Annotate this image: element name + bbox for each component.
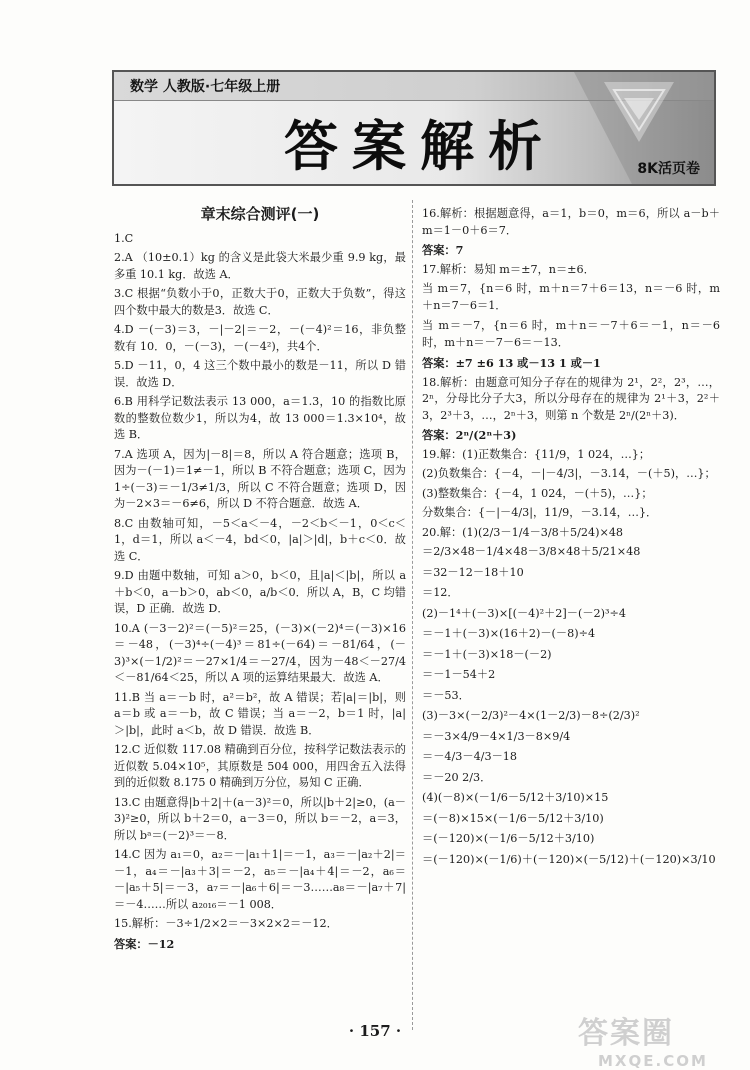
equation-line: ＝－1－54＋2 bbox=[422, 668, 496, 681]
equation-line: ＝－1＋(－3)×(16＋2)－(－8)÷4 bbox=[422, 627, 596, 640]
equation-line: ＝32－12－18＋10 bbox=[422, 565, 524, 579]
answer-item: 13.C 由题意得|b＋2|＋(a－3)²＝0，所以|b＋2|≥0，(a－3)²≥0，所以 b＋2＝0，a－3＝0，所以 b＝－2，a＝3，所以 bᵃ＝(－2)³＝－8． bbox=[114, 795, 406, 842]
answer-item: (2)负数集合：{－4，－|－4/3|，－3.14，－(＋5)，…}； bbox=[422, 467, 716, 480]
answer-item: (3)整数集合：{－4，1 024，－(＋5)，…}； bbox=[422, 486, 653, 500]
column-divider bbox=[412, 200, 413, 1030]
equation-line: ＝－53． bbox=[422, 688, 470, 702]
answer-result: 答案：±7 ±6 13 或－13 1 或－1 bbox=[422, 356, 601, 370]
equation-line: (3)－3×(－2/3)²－4×(1－2/3)－8÷(2/3)² bbox=[422, 709, 640, 722]
answer-item: 18.解析：由题意可知分子存在的规律为 2¹，2²，2³，…，2ⁿ，分母比分子大3，所以分母存在的规律为 2¹＋3，2²＋3，2³＋3，…，2ⁿ＋3，则第 n 个数是 2ⁿ/(2ⁿ＋3)． bbox=[422, 375, 720, 422]
equation-line: ＝2/3×48－1/4×48－3/8×48＋5/21×48 bbox=[422, 545, 641, 558]
answer-item: 6.B 用科学记数法表示 13 000，a＝1.3，10 的指数比原数的整数位数少1，所以为4，故 13 000＝1.3×10⁴，故选 B． bbox=[114, 395, 406, 441]
page-number: · 157 · bbox=[348, 1022, 402, 1040]
answer-item: 7.A 选项 A，因为|－8|＝8，所以 A 符合题意；选项 B，因为－(－1)＝1≠－1，所以 B 不符合题意；选项 C，因为 1÷(－3)＝－1/3≠1/3，所以 C 不符合题意；选项 D，因为－2×3＝－6≠6，所以 D 不符合题意．故选 A． bbox=[114, 447, 406, 510]
answer-result: 答案：7 bbox=[422, 243, 464, 257]
answer-item: 16.解析：根据题意得，a＝1，b＝0，m＝6，所以 a－b＋m＝1－0＋6＝7． bbox=[422, 207, 720, 237]
equation-line: ＝(－120)×(－1/6－5/12＋3/10) bbox=[422, 832, 595, 845]
answer-item: 8.C 由数轴可知，－5＜a＜－4，－2＜b＜－1，0＜c＜1，d＝1，所以 a＜－4，bd＜0，|a|＞|d|，b＋c＜0．故选 C． bbox=[114, 516, 406, 563]
equation-line: ＝(－8)×15×(－1/6－5/12＋3/10) bbox=[422, 811, 604, 825]
equation-line: (4)(－8)×(－1/6－5/12＋3/10)×15 bbox=[422, 791, 609, 804]
equation-line: ＝－4/3－4/3－18 bbox=[422, 750, 517, 763]
answer-item: 12.C 近似数 117.08 精确到百分位，按科学记数法表示的近似数 5.04×10⁵，其原数是 504 000，用四舍五入法得到的近似数 8.175 0 精确到万分位，易知 C 正确． bbox=[114, 743, 406, 789]
equation-line: ＝－20 2/3． bbox=[422, 770, 492, 784]
equation-line: ＝－1＋(－3)×18－(－2) bbox=[422, 647, 552, 661]
watermark-url: MXQE.COM bbox=[598, 1052, 708, 1070]
case-line: 当 m＝7，{n＝6 时，m＋n＝7＋6＝13，n＝－6 时，m＋n＝7－6＝1． bbox=[422, 282, 720, 312]
answer-item: 19.解：(1)正数集合：{11/9，1 024，…}； bbox=[422, 447, 651, 461]
answer-item: 11.B 当 a＝－b 时，a²＝b²，故 A 错误；若|a|＝|b|，则 a＝b 或 a＝－b，故 C 错误；当 a＝－2，b＝1 时，|a|＞|b|，此时 a＜b，故 D 错误．故选 B． bbox=[114, 690, 406, 737]
equation-line: (2)－1⁴＋(－3)×[(－4)²＋2]－(－2)³÷4 bbox=[422, 606, 626, 620]
header-banner bbox=[112, 70, 716, 186]
page-title: 答案解析 bbox=[284, 115, 556, 178]
answer-item: 分数集合：{－|－4/3|，11/9，－3.14，…}． bbox=[422, 506, 658, 519]
answer-item: 3.C 根据“负数小于0，正数大于0，正数大于负数”，得这四个数中最大的数是3．故选 C． bbox=[114, 287, 406, 317]
case-line: 当 m＝－7，{n＝6 时，m＋n＝－7＋6＝－1，n＝－6 时，m＋n＝－7－6＝－13． bbox=[422, 319, 720, 349]
answer-item: 2.A （10±0.1）kg 的含义是此袋大米最少重 9.9 kg，最多重 10.1 kg．故选 A． bbox=[114, 251, 406, 281]
answer-item: 20.解：(1)(2/3－1/4－3/8＋5/24)×48 bbox=[422, 525, 624, 539]
answer-item: 1.C bbox=[114, 231, 134, 245]
section-title: 章末综合测评(一) bbox=[200, 205, 320, 223]
answer-item: 14.C 因为 a₁＝0，a₂＝－|a₁＋1|＝－1，a₃＝－|a₂＋2|＝－1，a₄＝－|a₃＋3|＝－2，a₅＝－|a₄＋4|＝－2，a₆＝－|a₅＋5|＝－3，a₇＝－|a₆＋6|＝－3……a₈＝－|a₇＋7|＝－4……所以 a₂₀₁₆＝－1 008． bbox=[114, 848, 406, 911]
answer-item: 15.解析：－3÷1/2×2＝－3×2×2＝－12． bbox=[114, 917, 338, 930]
series-label: 数学 人教版·七年级上册 bbox=[130, 79, 281, 95]
answer-item: 10.A (－3－2)²＝(－5)²＝25，(－3)×(－2)⁴＝(－3)×16＝－48，(－3)⁴÷(－4)³＝81÷(－64)＝－81/64，(－3)³×(－1/2)²＝－27×1/4＝－27/4，因为－48＜－27/4＜－81/64＜25，所以 A 项的运算结果最大．故选 A． bbox=[114, 621, 406, 684]
answer-item: 9.D 由题中数轴，可知 a＞0，b＜0，且|a|＜|b|，所以 a＋b＜0，a－b＞0，ab＜0，a/b＜0．所以 A，B，C 均错误，D 正确．故选 D． bbox=[114, 569, 406, 615]
equation-line: ＝(－120)×(－1/6)＋(－120)×(－5/12)＋(－120)×3/10 bbox=[422, 852, 716, 866]
answer-item: 5.D －11，0，4 这三个数中最小的数是－11，所以 D 错误．故选 D． bbox=[114, 359, 406, 389]
equation-line: ＝－3×4/9－4×1/3－8×9/4 bbox=[422, 729, 571, 743]
answer-item: 4.D －(－3)＝3，－|－2|＝－2，－(－4)²＝16，非负整数有 10．0，－(－3)，－(－4²)，共4个． bbox=[114, 323, 406, 353]
edition-label: 8K活页卷 bbox=[637, 161, 700, 177]
equation-line: ＝12． bbox=[422, 586, 459, 599]
answer-result: 答案：2ⁿ/(2ⁿ＋3) bbox=[422, 428, 517, 442]
left-column bbox=[114, 206, 406, 955]
answer-result: 答案：－12 bbox=[114, 936, 175, 951]
answer-item: 17.解析：易知 m＝±7，n＝±6． bbox=[422, 262, 595, 276]
watermark-logo bbox=[578, 1008, 728, 1070]
watermark-text: 答案圈 bbox=[578, 1016, 674, 1051]
right-column bbox=[422, 206, 720, 872]
